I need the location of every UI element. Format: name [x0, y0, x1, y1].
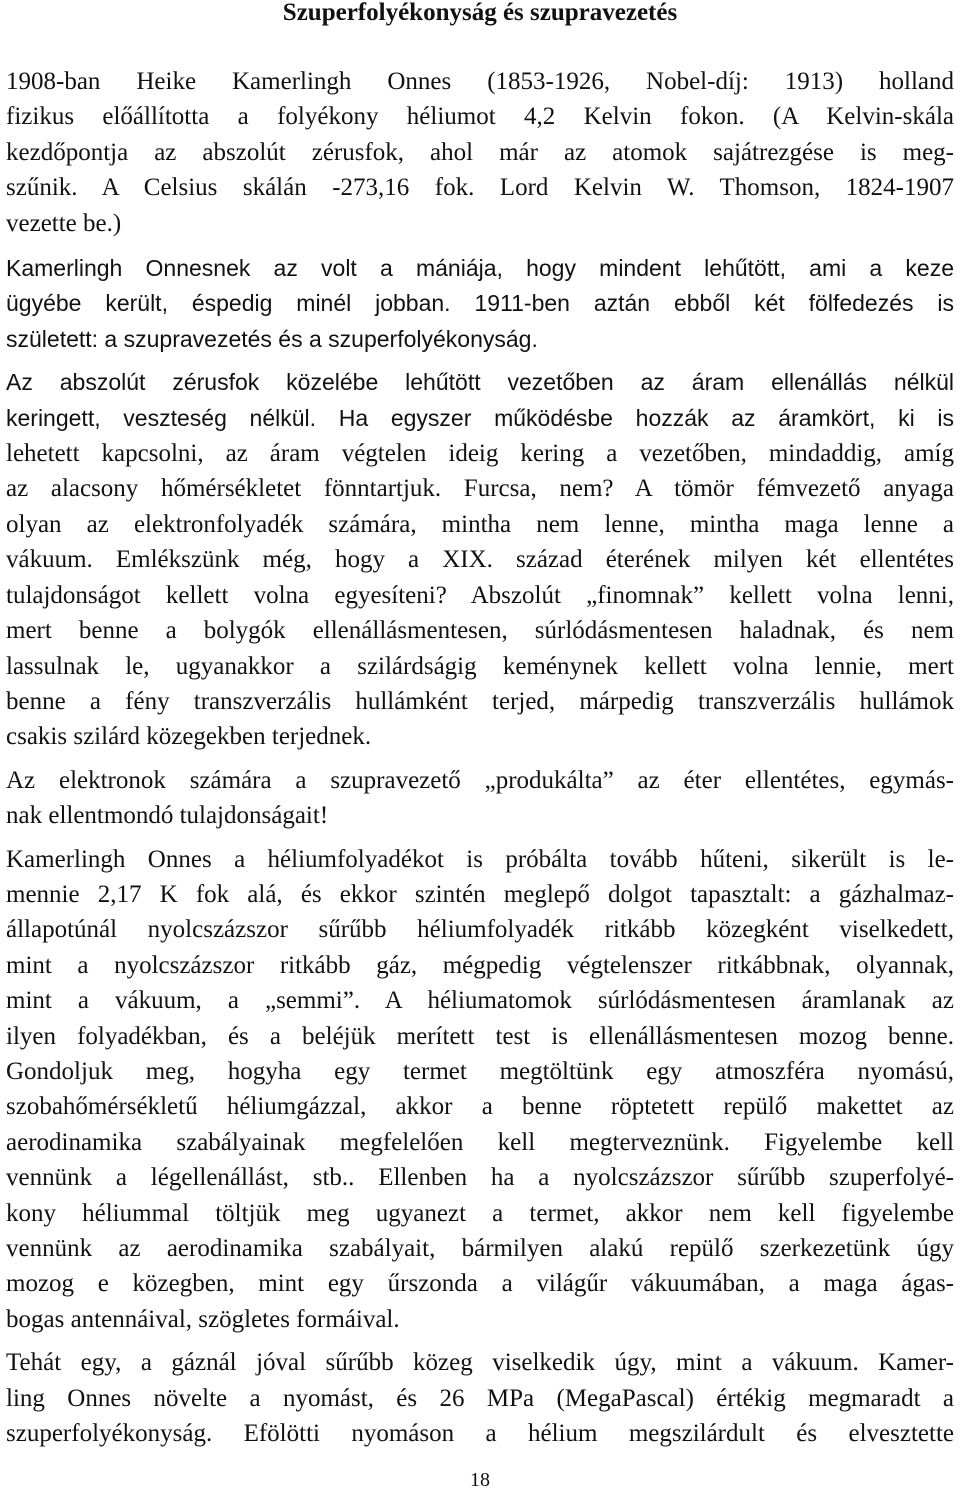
text-line: Kamerlingh Onnes a héliumfolyadékot is próbálta tovább hűteni, sikerült is le- — [6, 845, 954, 873]
text-line: lehetett kapcsolni, az áram végtelen ideig kering a vezetőben, mindaddig, amíg — [6, 440, 954, 468]
text-line: szobahőmérsékletű héliumgázzal, akkor a benne röptetett repülő makettet az — [6, 1093, 954, 1121]
text-line: csakis szilárd közegekben terjednek. — [6, 723, 372, 751]
document-body — [6, 64, 954, 1459]
text-line: vezette be.) — [6, 209, 122, 237]
text-line: vennünk a légellenállást, stb.. Ellenben ha a nyolcszázszor sűrűbb szuperfolyé- — [6, 1164, 954, 1192]
text-line: kezdőpontja az abszolút zérusfok, ahol már az atomok sajátrezgése is meg- — [6, 138, 954, 166]
text-line: mint a nyolcszázszor ritkább gáz, mégpedig végtelenszer ritkábbnak, olyannak, — [6, 951, 954, 979]
text-line: olyan az elektronfolyadék számára, mintha nem lenne, mintha maga lenne a — [6, 510, 954, 538]
text-line: lassulnak le, ugyanakkor a szilárdságig keménynek kellett volna lennie, mert — [6, 652, 954, 680]
paragraph — [6, 251, 954, 357]
text-line: mert benne a bolygók ellenállásmentesen, súrlódásmentesen haladnak, és nem — [6, 617, 954, 645]
text-line: aerodinamika szabályainak megfelelően kell megterveznünk. Figyelembe kell — [6, 1128, 954, 1156]
text-line: keringett, veszteség nélkül. Ha egyszer működésbe hozzák az áramkört, ki is — [6, 404, 954, 431]
text-line: állapotúnál nyolcszázszor sűrűbb héliumfolyadék ritkább közegként viselkedett, — [6, 916, 954, 944]
text-line: Kamerlingh Onnesnek az volt a mániája, hogy mindent lehűtött, ami a keze — [6, 255, 954, 282]
text-line: 1908-ban Heike Kamerlingh Onnes (1853-1926, Nobel-díj: 1913) holland — [6, 68, 954, 95]
text-line: kony héliummal töltjük meg ugyanezt a termet, akkor nem kell figyelembe — [6, 1199, 954, 1227]
text-line: ilyen folyadékban, és a beléjük merített test is ellenállásmentesen mozog benne. — [6, 1022, 954, 1050]
text-line: szuperfolyékonyság. Efölötti nyomáson a hélium megszilárdult és elvesztette — [6, 1420, 954, 1448]
text-line: az alacsony hőmérsékletet fönntartjuk. Furcsa, nem? A tömör fémvezető anyaga — [6, 475, 954, 503]
text-line: Az elektronok számára a szupravezető „produkálta” az éter ellentétes, egymás- — [6, 766, 954, 794]
text-line: mennie 2,17 K fok alá, és ekkor szintén meglepő dolgot tapasztalt: a gázhalmaz- — [6, 880, 954, 908]
text-line: nak ellentmondó tulajdonságait! — [6, 802, 329, 830]
text-line: mozog e közegben, mint egy űrszonda a világűr vákuumában, a maga ágas- — [6, 1270, 954, 1298]
text-line: szűnik. A Celsius skálán -273,16 fok. Lord Kelvin W. Thomson, 1824-1907 — [6, 174, 954, 202]
document-title: Szuperfolyékonyság és szupravezetés — [282, 0, 678, 26]
paragraph — [6, 365, 954, 754]
text-line: vákuum. Emlékszünk még, hogy a XIX. század éterének milyen két ellentétes — [6, 546, 954, 574]
paragraph — [6, 763, 954, 834]
text-line: ügyébe került, éspedig minél jobban. 1911-ben aztán ebből két fölfedezés is — [6, 290, 954, 317]
paragraph — [6, 1345, 954, 1451]
text-line: Az abszolút zérusfok közelébe lehűtött vezetőben az áram ellenállás nélkül — [6, 369, 954, 396]
paragraph — [6, 842, 954, 1338]
text-line: született: a szupravezetés és a szuperfolyékonyság. — [6, 325, 538, 352]
text-line: mint a vákuum, a „semmi”. A héliumatomok súrlódásmentesen áramlanak az — [6, 987, 954, 1015]
text-line: Tehát egy, a gáznál jóval sűrűbb közeg viselkedik úgy, mint a vákuum. Kamer- — [6, 1349, 954, 1377]
text-line: fizikus előállította a folyékony héliumot 4,2 Kelvin fokon. (A Kelvin-skála — [6, 103, 954, 131]
paragraph — [6, 64, 954, 241]
text-line: Gondoljuk meg, hogyha egy termet megtöltünk egy atmoszféra nyomású, — [6, 1057, 954, 1085]
page-number: 18 — [470, 1469, 490, 1491]
text-line: tulajdonságot kellett volna egyesíteni? Abszolút „finomnak” kellett volna lenni, — [6, 581, 954, 609]
text-line: vennünk az aerodinamika szabályait, bármilyen alakú repülő szerkezetünk úgy — [6, 1235, 954, 1262]
text-line: ling Onnes növelte a nyomást, és 26 MPa (MegaPascal) értékig megmaradt a — [6, 1384, 954, 1412]
text-line: bogas antennáival, szögletes formáival. — [6, 1305, 400, 1333]
text-line: benne a fény transzverzális hullámként terjed, márpedig transzverzális hullámok — [6, 687, 954, 715]
document-page — [6, 0, 954, 1496]
